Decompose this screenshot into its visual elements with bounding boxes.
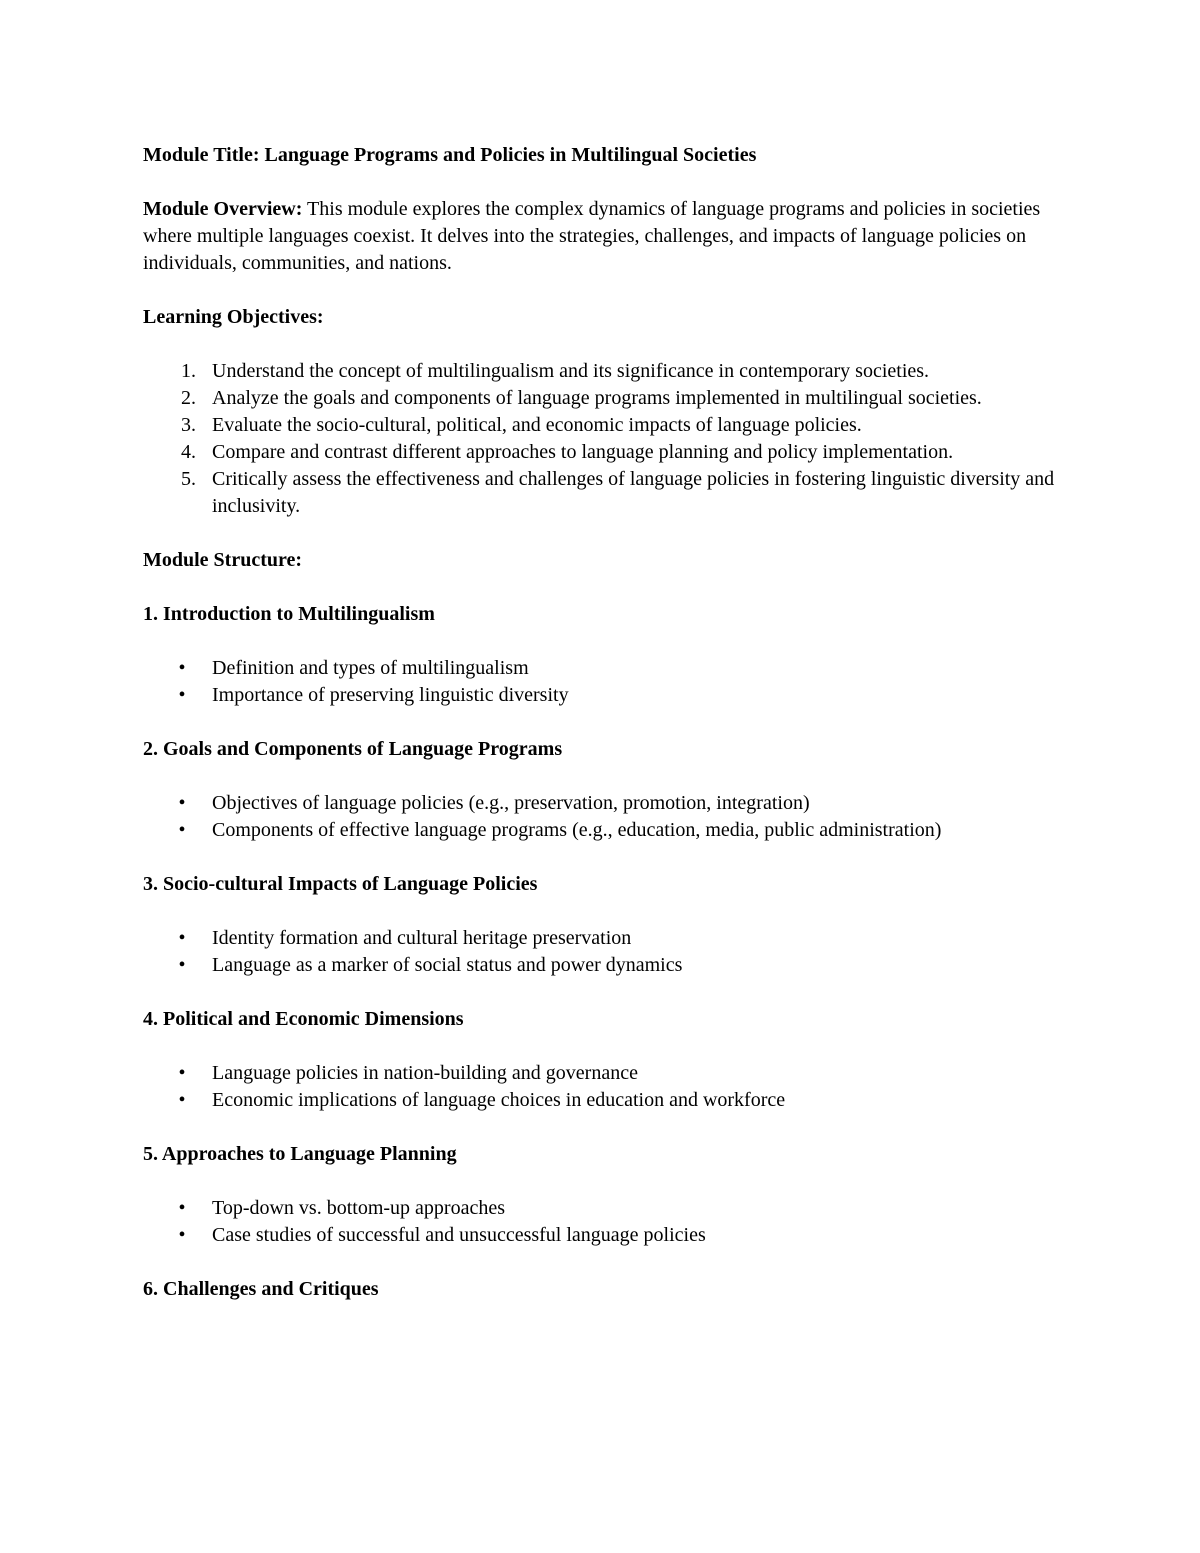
bullet-text: Case studies of successful and unsuccessful language policies <box>212 1224 706 1246</box>
bullet-icon: • <box>178 927 186 949</box>
module-overview-label: Module Overview: <box>143 198 303 220</box>
bullet-item <box>143 952 1063 979</box>
objective-number: 2. <box>181 387 196 409</box>
objective-text: Analyze the goals and components of language programs implemented in multilingual societies. <box>212 387 982 409</box>
objective-number: 3. <box>181 414 196 436</box>
learning-objectives-heading: Learning Objectives: <box>143 306 324 328</box>
module-title-label: Module Title: <box>143 144 260 166</box>
module-overview <box>143 196 1063 277</box>
bullet-text: Objectives of language policies (e.g., preservation, promotion, integration) <box>212 792 810 814</box>
section-bullet-list <box>143 925 1063 979</box>
bullet-text: Top-down vs. bottom-up approaches <box>212 1197 505 1219</box>
section-heading: 2. Goals and Components of Language Programs <box>143 738 563 760</box>
module-overview-text: This module explores the complex dynamics of language programs and policies in societies where multiple languages coexist. It delves into the strategies, challenges, and impacts of language policies on individuals, communities, and nations. <box>143 198 1041 274</box>
section-heading: 1. Introduction to Multilingualism <box>143 603 435 625</box>
objective-text: Evaluate the socio-cultural, political, and economic impacts of language policies. <box>212 414 862 436</box>
bullet-icon: • <box>178 1062 186 1084</box>
objective-item <box>143 385 1063 412</box>
bullet-text: Definition and types of multilingualism <box>212 657 529 679</box>
section-bullet-list <box>143 790 1063 844</box>
objective-item <box>143 439 1063 466</box>
bullet-item <box>143 1087 1063 1114</box>
bullet-text: Economic implications of language choices in education and workforce <box>212 1089 786 1111</box>
module-structure-heading: Module Structure: <box>143 549 303 571</box>
learning-objectives-list <box>143 358 1063 520</box>
objective-item <box>143 358 1063 385</box>
bullet-text: Importance of preserving linguistic diversity <box>212 684 569 706</box>
objective-number: 4. <box>181 441 196 463</box>
module-title <box>143 142 1063 169</box>
section-bullet-list <box>143 1060 1063 1114</box>
objective-item <box>143 412 1063 439</box>
module-title-text: Language Programs and Policies in Multilingual Societies <box>264 144 757 166</box>
objective-text: Understand the concept of multilingualism and its significance in contemporary societies. <box>212 360 930 382</box>
objective-number: 5. <box>181 468 196 490</box>
bullet-icon: • <box>178 819 186 841</box>
bullet-item <box>143 790 1063 817</box>
bullet-icon: • <box>178 684 186 706</box>
bullet-item <box>143 655 1063 682</box>
bullet-icon: • <box>178 1089 186 1111</box>
bullet-item <box>143 1195 1063 1222</box>
section-heading: 3. Socio-cultural Impacts of Language Policies <box>143 873 538 895</box>
bullet-icon: • <box>178 954 186 976</box>
section-heading: 4. Political and Economic Dimensions <box>143 1008 464 1030</box>
objective-text: Critically assess the effectiveness and challenges of language policies in fostering linguistic diversity and inclusivity. <box>212 468 1055 517</box>
section-heading: 5. Approaches to Language Planning <box>143 1143 457 1165</box>
objective-item <box>143 466 1063 520</box>
bullet-item <box>143 925 1063 952</box>
bullet-item <box>143 1060 1063 1087</box>
bullet-icon: • <box>178 792 186 814</box>
bullet-text: Language policies in nation-building and governance <box>212 1062 638 1084</box>
section-bullet-list <box>143 1195 1063 1249</box>
bullet-icon: • <box>178 1197 186 1219</box>
bullet-text: Components of effective language programs (e.g., education, media, public administration) <box>212 819 942 841</box>
objective-number: 1. <box>181 360 196 382</box>
bullet-text: Language as a marker of social status and power dynamics <box>212 954 683 976</box>
bullet-item <box>143 1222 1063 1249</box>
objective-text: Compare and contrast different approaches to language planning and policy implementation. <box>212 441 954 463</box>
bullet-icon: • <box>178 657 186 679</box>
bullet-item <box>143 817 1063 844</box>
bullet-item <box>143 682 1063 709</box>
document-page <box>143 142 1063 1330</box>
section-bullet-list <box>143 655 1063 709</box>
bullet-text: Identity formation and cultural heritage preservation <box>212 927 632 949</box>
section-heading: 6. Challenges and Critiques <box>143 1278 379 1300</box>
bullet-icon: • <box>178 1224 186 1246</box>
